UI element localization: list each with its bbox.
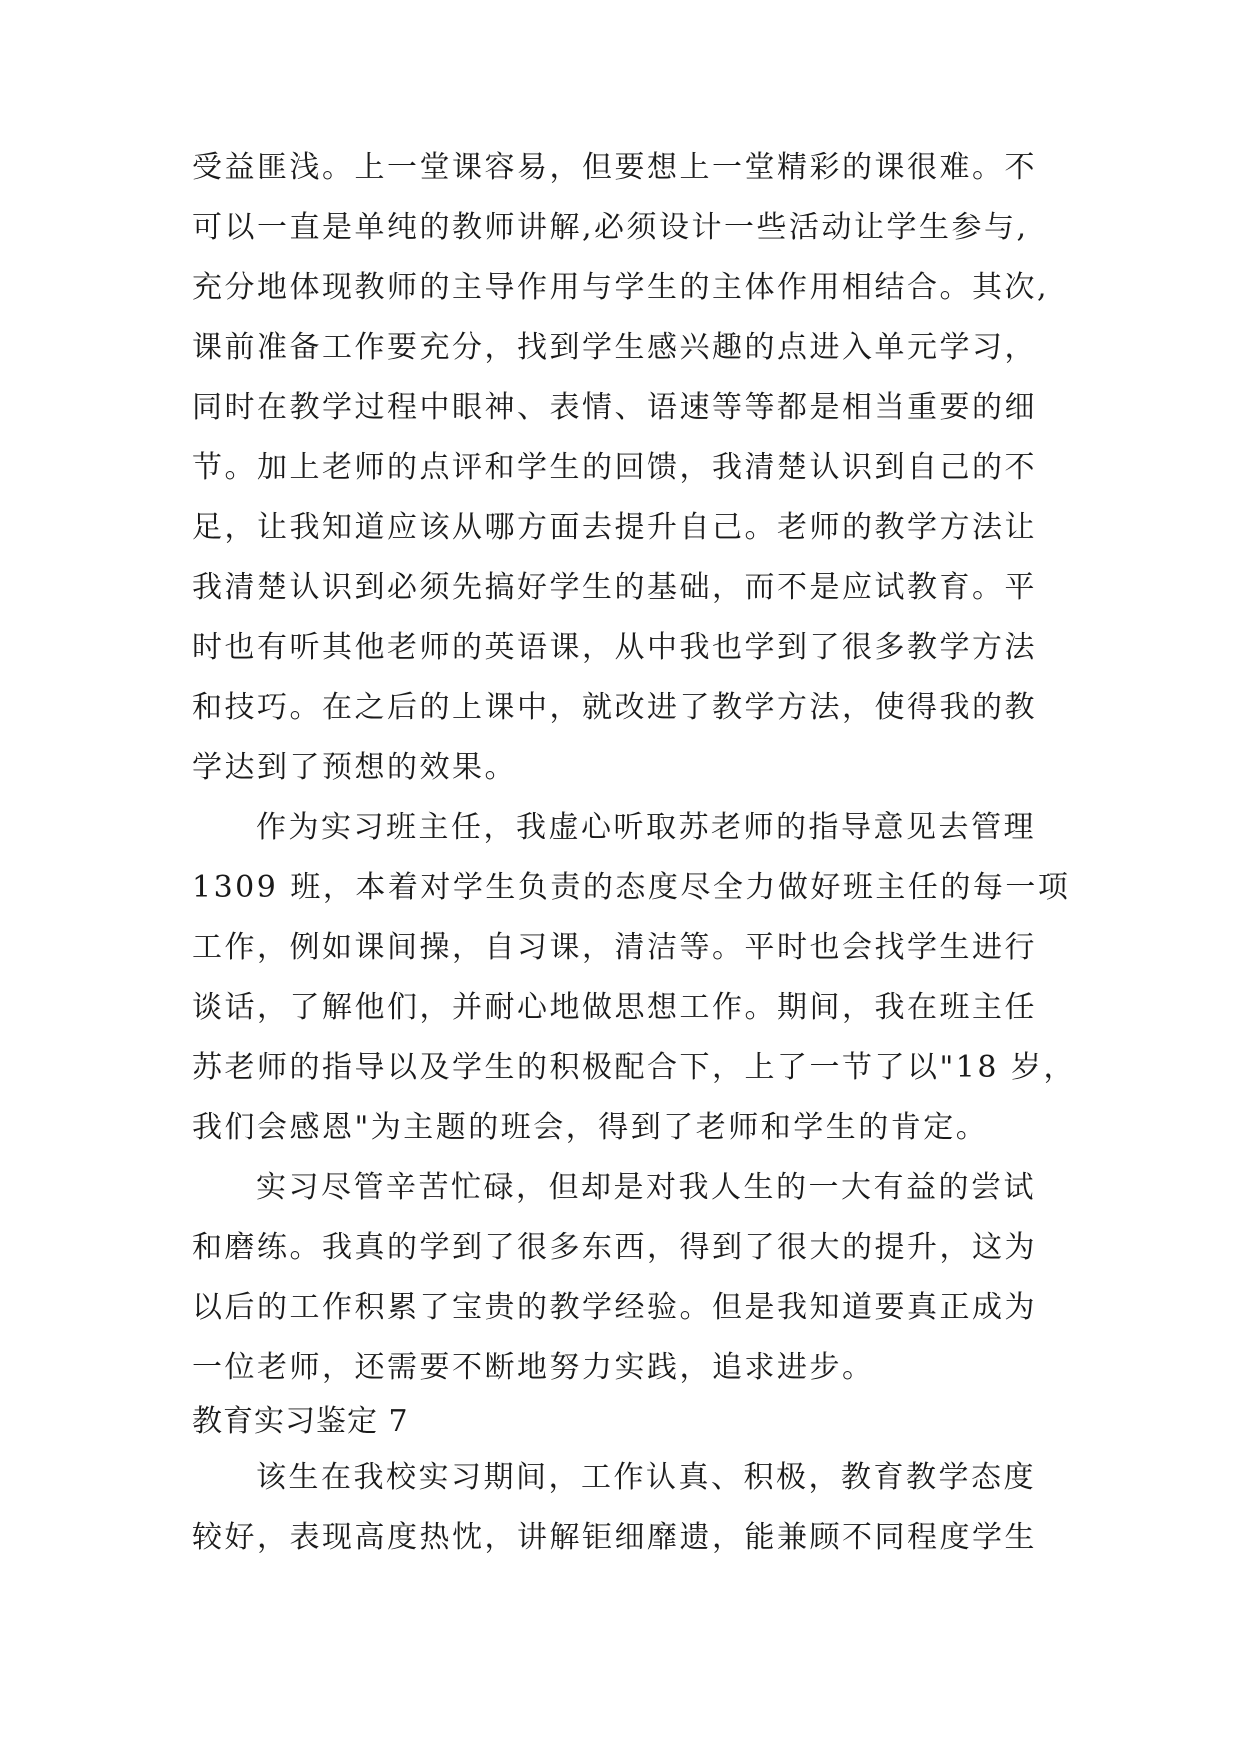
text-line: 一位老师，还需要不断地努力实践，追求进步。 [192, 1350, 875, 1385]
text-line: 1309 班，本着对学生负责的态度尽全力做好班主任的每一项 [192, 870, 1071, 905]
paragraph-first-line: 该生在我校实习期间，工作认真、积极，教育教学态度 [256, 1460, 1036, 1495]
text-line: 和磨练。我真的学到了很多东西，得到了很大的提升，这为 [192, 1230, 1037, 1265]
text-line: 苏老师的指导以及学生的积极配合下，上了一节了以"18 岁， [192, 1050, 1077, 1085]
text-line: 和技巧。在之后的上课中，就改进了教学方法，使得我的教 [192, 690, 1037, 725]
text-line: 可以一直是单纯的教师讲解,必须设计一些活动让学生参与, [192, 210, 1029, 245]
text-line: 课前准备工作要充分，找到学生感兴趣的点进入单元学习， [192, 330, 1037, 365]
text-line: 较好，表现高度热忱，讲解钜细靡遗，能兼顾不同程度学生 [192, 1520, 1037, 1555]
text-line: 我们会感恩"为主题的班会，得到了老师和学生的肯定。 [192, 1110, 989, 1145]
text-line: 受益匪浅。上一堂课容易，但要想上一堂精彩的课很难。不 [192, 150, 1037, 185]
text-line: 同时在教学过程中眼神、表情、语速等等都是相当重要的细 [192, 390, 1037, 425]
paragraph-first-line: 作为实习班主任，我虚心听取苏老师的指导意见去管理 [256, 810, 1036, 845]
text-line: 时也有听其他老师的英语课，从中我也学到了很多教学方法 [192, 630, 1037, 665]
text-line: 节。加上老师的点评和学生的回馈，我清楚认识到自己的不 [192, 450, 1037, 485]
text-line: 以后的工作积累了宝贵的教学经验。但是我知道要真正成为 [192, 1290, 1037, 1325]
text-line: 足，让我知道应该从哪方面去提升自己。老师的教学方法让 [192, 510, 1037, 545]
text-line: 谈话，了解他们，并耐心地做思想工作。期间，我在班主任 [192, 990, 1037, 1025]
text-line: 我清楚认识到必须先搞好学生的基础，而不是应试教育。平 [192, 570, 1037, 605]
text-line: 学达到了预想的效果。 [192, 750, 517, 785]
text-line: 工作，例如课间操，自习课，清洁等。平时也会找学生进行 [192, 930, 1037, 965]
paragraph-first-line: 实习尽管辛苦忙碌，但却是对我人生的一大有益的尝试 [256, 1170, 1036, 1205]
text-line: 充分地体现教师的主导作用与学生的主体作用相结合。其次, [192, 270, 1050, 305]
section-heading: 教育实习鉴定 7 [192, 1404, 409, 1439]
